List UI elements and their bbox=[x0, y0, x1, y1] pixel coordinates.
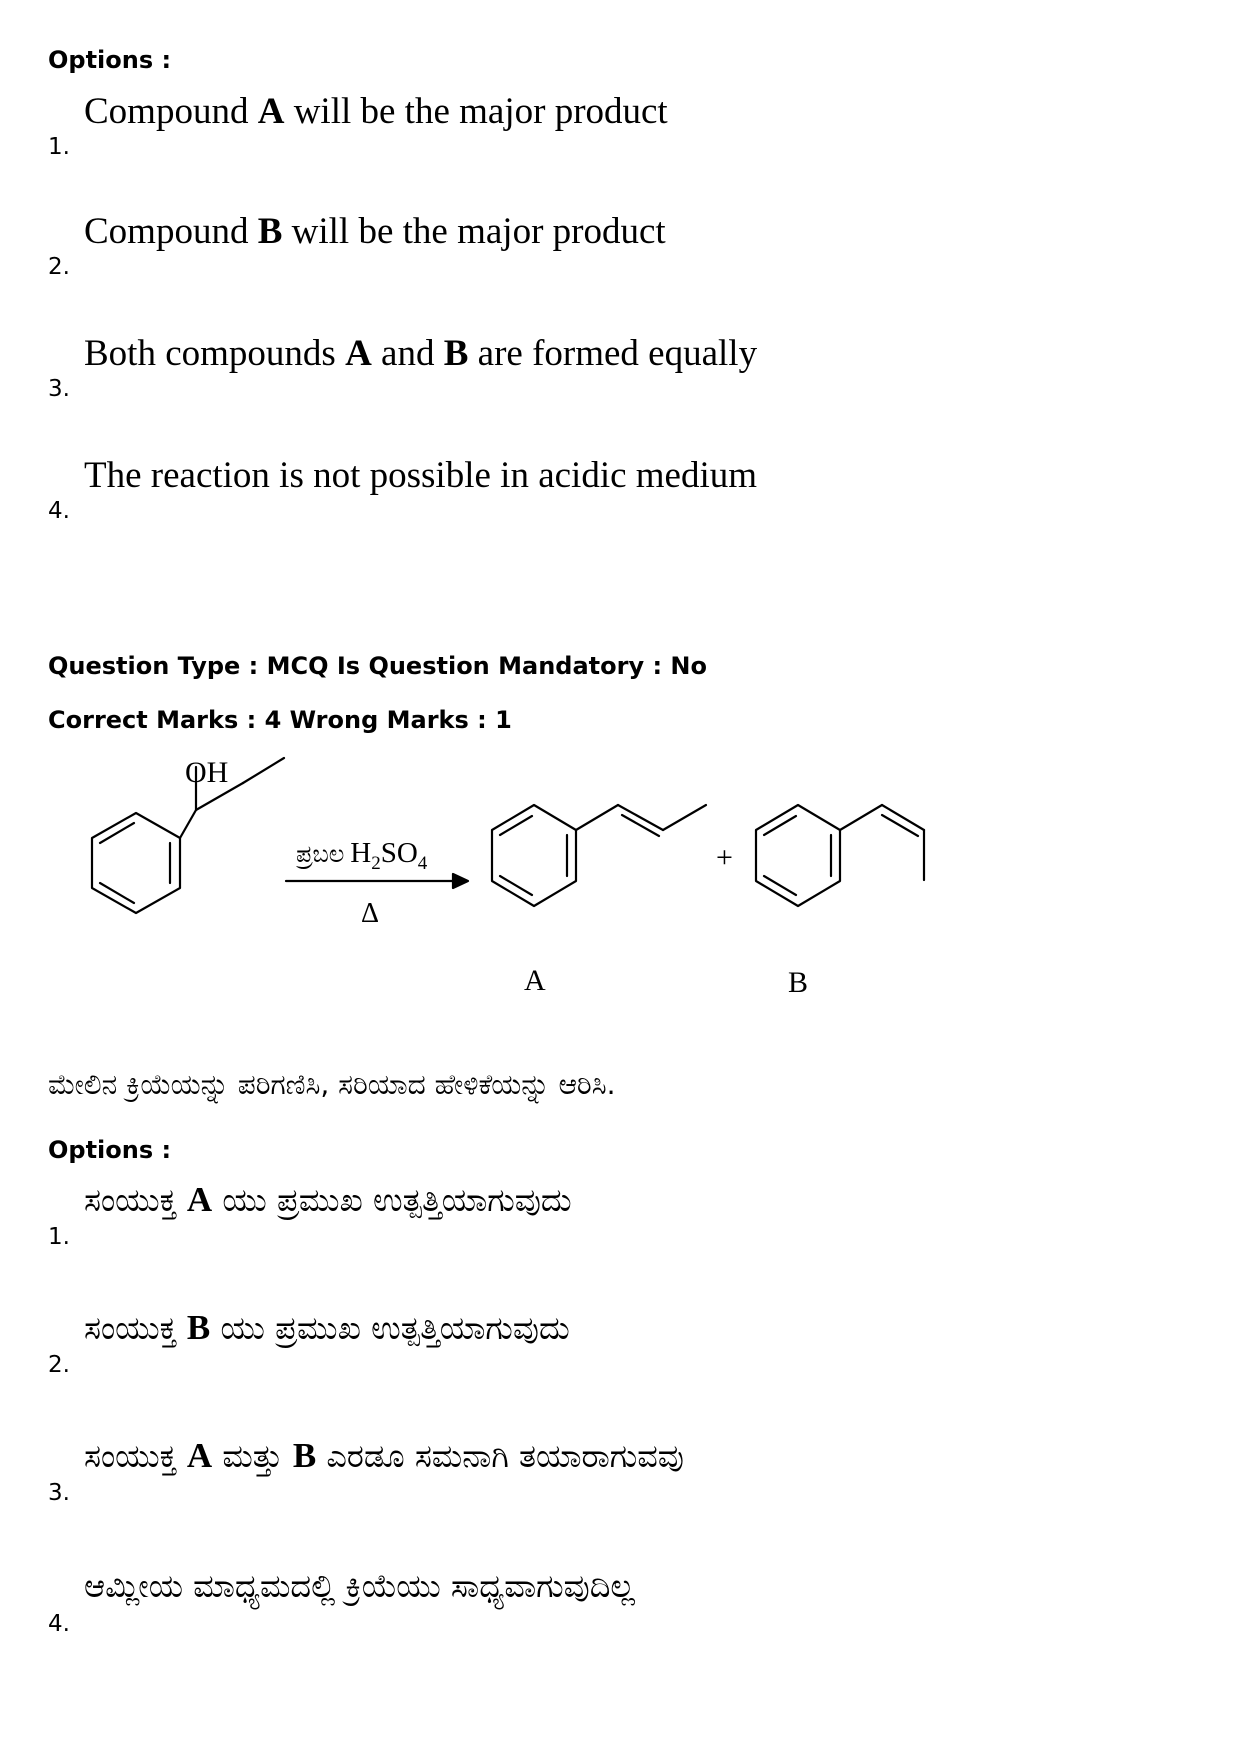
option-4[interactable] bbox=[48, 454, 948, 524]
question-type: Question Type : MCQ Is Question Mandatory : No bbox=[48, 652, 707, 680]
option-text: Both compounds A and B are formed equally bbox=[84, 333, 758, 374]
question-text-kannada: ಮೇಲಿನ ಕ್ರಿಯೆಯನ್ನು ಪರಿಗಣಿಸಿ, ಸರಿಯಾದ ಹೇಳಿಕೆಯನ್ನು ಆರಿಸಿ. bbox=[48, 1068, 616, 1101]
option-3[interactable] bbox=[48, 332, 948, 402]
reagent-label: ಪ್ರಬಲ $H_2SO_4$ bbox=[296, 837, 428, 874]
option-text: ಆಮ್ಲೀಯ ಮಾಧ್ಯಮದಲ್ಲಿ ಕ್ರಿಯೆಯು ಸಾಧ್ಯವಾಗುವುದಿಲ್ಲ bbox=[84, 1567, 635, 1605]
option-number: 3. bbox=[48, 1480, 70, 1506]
oh-label: OH bbox=[185, 756, 229, 789]
option-1-kannada[interactable] bbox=[48, 1180, 1048, 1250]
plus-sign: + bbox=[716, 841, 733, 874]
option-number: 4. bbox=[48, 1611, 70, 1637]
option-2-kannada[interactable] bbox=[48, 1308, 1048, 1378]
option-text: ಸಂಯುಕ್ತ A ಯು ಪ್ರಮುಖ ಉತ್ಪತ್ತಿಯಾಗುವುದು bbox=[84, 1180, 572, 1219]
option-text: ಸಂಯುಕ್ತ A ಮತ್ತು B ಎರಡೂ ಸಮನಾಗಿ ತಯಾರಾಗುವವು bbox=[84, 1436, 684, 1475]
option-text: ಸಂಯುಕ್ತ B ಯು ಪ್ರಮುಖ ಉತ್ಪತ್ತಿಯಾಗುವುದು bbox=[84, 1308, 570, 1347]
product-b-label: B bbox=[788, 966, 809, 999]
options-label: Options : bbox=[48, 46, 172, 74]
product-a-label: A bbox=[524, 964, 546, 997]
marks-info: Correct Marks : 4 Wrong Marks : 1 bbox=[48, 706, 512, 734]
option-3-kannada[interactable] bbox=[48, 1436, 1148, 1506]
option-number: 2. bbox=[48, 1352, 70, 1378]
option-4-kannada[interactable] bbox=[48, 1567, 1048, 1637]
option-number: 3. bbox=[48, 376, 70, 402]
option-text: Compound A will be the major product bbox=[84, 91, 668, 132]
option-number: 4. bbox=[48, 498, 70, 524]
heat-symbol: Δ bbox=[361, 898, 380, 929]
option-text: Compound B will be the major product bbox=[84, 211, 666, 252]
option-number: 1. bbox=[48, 1224, 70, 1250]
options-label-kannada: Options : bbox=[48, 1136, 172, 1164]
product-a-benzene-ring bbox=[492, 805, 576, 906]
option-number: 1. bbox=[48, 134, 70, 160]
reaction-scheme bbox=[48, 755, 948, 1020]
option-text: The reaction is not possible in acidic medium bbox=[84, 455, 758, 496]
option-number: 2. bbox=[48, 254, 70, 280]
option-2[interactable] bbox=[48, 210, 948, 280]
option-1[interactable] bbox=[48, 90, 948, 160]
reactant-side-chain bbox=[180, 783, 243, 838]
reactant-benzene-ring bbox=[92, 813, 180, 913]
product-b-benzene-ring bbox=[756, 805, 840, 906]
